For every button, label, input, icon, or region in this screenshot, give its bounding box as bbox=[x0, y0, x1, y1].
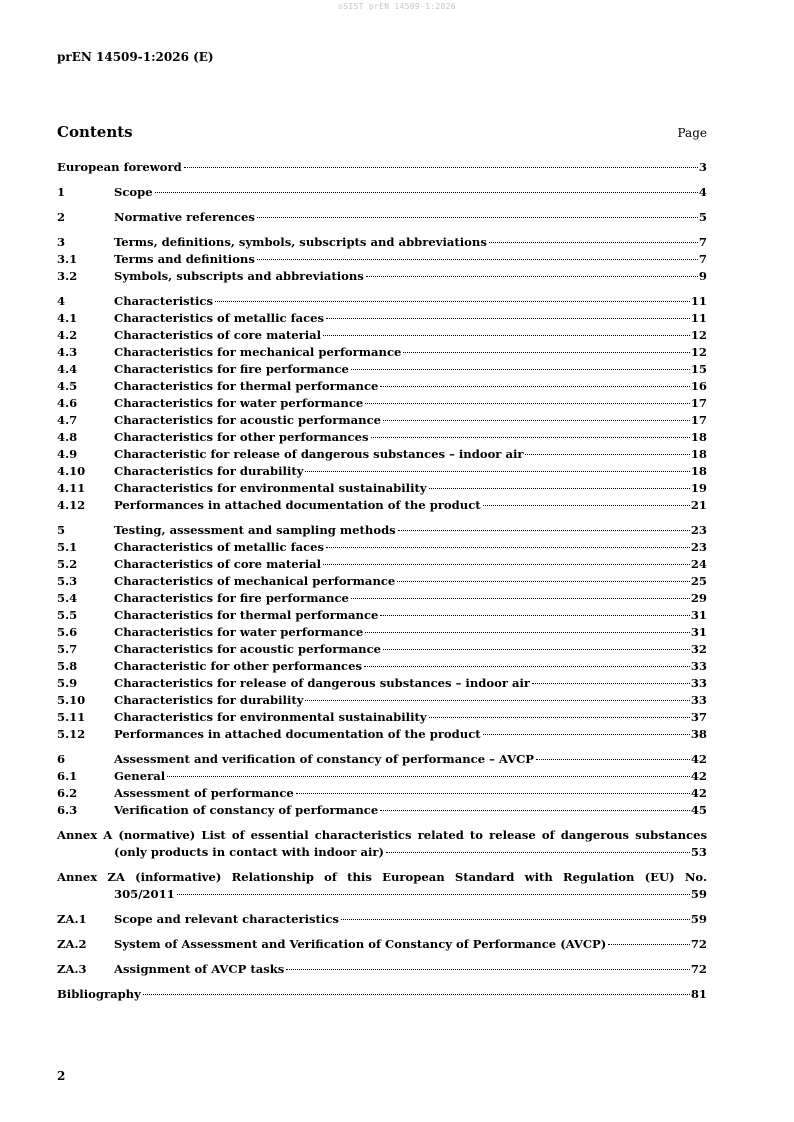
toc-entry-title: General bbox=[114, 769, 166, 783]
toc-entry-title: Characteristics for thermal performance bbox=[114, 379, 379, 393]
toc-entry-page: 25 bbox=[690, 574, 707, 588]
toc-entry-title: Scope and relevant characteristics bbox=[114, 912, 339, 926]
toc-entry[interactable] bbox=[57, 344, 707, 361]
toc-entry[interactable] bbox=[57, 310, 707, 327]
toc-entry-number: 4.1 bbox=[57, 311, 78, 325]
toc-entry[interactable] bbox=[57, 709, 707, 726]
dot-leader bbox=[305, 699, 689, 701]
dot-leader bbox=[184, 166, 698, 168]
toc-entry-line bbox=[57, 159, 707, 176]
dot-leader bbox=[429, 487, 690, 489]
dot-leader bbox=[323, 563, 690, 565]
annex-title: Annex ZA (informative) Relationship of this European Standard with Regulation (EU) No. bbox=[57, 870, 707, 884]
dot-leader bbox=[155, 191, 698, 193]
dot-leader bbox=[257, 216, 698, 218]
toc-entry[interactable] bbox=[57, 624, 707, 641]
toc-entry-title: Characteristics for water performance bbox=[114, 396, 364, 410]
toc-entry[interactable] bbox=[57, 590, 707, 607]
toc-entry-page: 23 bbox=[690, 540, 707, 554]
dot-leader bbox=[403, 351, 689, 353]
dot-leader bbox=[365, 631, 690, 633]
toc-entry-page: 15 bbox=[690, 362, 707, 376]
toc-entry-page: 12 bbox=[690, 328, 707, 342]
toc-entry-number: 6 bbox=[57, 752, 66, 766]
toc-entry-page: 31 bbox=[690, 625, 707, 639]
annex-entry[interactable] bbox=[57, 827, 707, 861]
toc-entry-title: Characteristics bbox=[114, 294, 213, 308]
toc-entry-title: Assessment and verification of constancy of performance – AVCP bbox=[114, 752, 535, 766]
toc-entry-number: 5.9 bbox=[57, 676, 78, 690]
toc-entry-number: 5.3 bbox=[57, 574, 78, 588]
table-of-contents bbox=[57, 159, 707, 1003]
toc-entry-page: 42 bbox=[690, 786, 707, 800]
toc-entry-line bbox=[114, 184, 707, 201]
toc-entry-page: 31 bbox=[690, 608, 707, 622]
toc-entry-line bbox=[114, 785, 707, 802]
dot-leader bbox=[380, 385, 689, 387]
toc-entry-number: 3.2 bbox=[57, 269, 78, 283]
annex-entry[interactable] bbox=[57, 869, 707, 903]
toc-entry-line bbox=[114, 539, 707, 556]
toc-entry-page: 16 bbox=[690, 379, 707, 393]
toc-entry-page: 24 bbox=[690, 557, 707, 571]
toc-entry[interactable] bbox=[57, 522, 707, 539]
toc-entry-page: 9 bbox=[698, 269, 707, 283]
toc-entry-page: 17 bbox=[690, 396, 707, 410]
toc-entry-line bbox=[114, 624, 707, 641]
toc-entry[interactable] bbox=[57, 658, 707, 675]
annex-page: 53 bbox=[690, 845, 707, 859]
dot-leader bbox=[380, 614, 689, 616]
toc-entry-line bbox=[114, 395, 707, 412]
toc-entry-page: 72 bbox=[690, 962, 707, 976]
toc-entry-line bbox=[114, 556, 707, 573]
toc-entry[interactable] bbox=[57, 327, 707, 344]
toc-entry-number: 6.1 bbox=[57, 769, 78, 783]
annex-title-continuation bbox=[114, 886, 707, 903]
dot-leader bbox=[286, 968, 690, 970]
toc-entry-title: Characteristics for release of dangerous substances – indoor air bbox=[114, 676, 530, 690]
dot-leader bbox=[380, 809, 690, 811]
dot-leader bbox=[341, 918, 690, 920]
annex-title-line2: (only products in contact with indoor air) bbox=[114, 845, 384, 859]
dot-leader bbox=[326, 546, 690, 548]
toc-entry-page: 81 bbox=[690, 987, 707, 1001]
toc-entry[interactable] bbox=[57, 293, 707, 310]
toc-entry[interactable] bbox=[57, 251, 707, 268]
dot-leader bbox=[489, 241, 698, 243]
contents-title: Contents bbox=[57, 123, 133, 141]
toc-entry-line bbox=[114, 446, 707, 463]
toc-entry-page: 45 bbox=[690, 803, 707, 817]
toc-entry-number: 5 bbox=[57, 523, 66, 537]
toc-entry-line bbox=[114, 607, 707, 624]
toc-entry-title: Characteristics for acoustic performance bbox=[114, 642, 382, 656]
toc-entry-page: 42 bbox=[690, 752, 707, 766]
toc-entry-page: 29 bbox=[690, 591, 707, 605]
toc-entry-line bbox=[114, 936, 707, 953]
dot-leader bbox=[536, 758, 690, 760]
toc-entry-title: Scope bbox=[114, 185, 153, 199]
toc-entry[interactable] bbox=[57, 936, 707, 953]
toc-entry-line bbox=[114, 293, 707, 310]
toc-entry-title: Characteristics of core material bbox=[114, 557, 322, 571]
toc-entry-title: Characteristics for durability bbox=[114, 693, 304, 707]
toc-entry-number: 5.1 bbox=[57, 540, 78, 554]
toc-entry-line bbox=[114, 463, 707, 480]
toc-entry-line bbox=[114, 768, 707, 785]
toc-entry-title: Characteristics for environmental sustainability bbox=[114, 481, 427, 495]
toc-entry-number: ZA.3 bbox=[57, 962, 87, 976]
toc-entry-number: 5.8 bbox=[57, 659, 78, 673]
toc-entry-number: 4.9 bbox=[57, 447, 78, 461]
dot-leader bbox=[525, 453, 689, 455]
toc-entry-title: Bibliography bbox=[57, 987, 141, 1001]
toc-entry-number: 2 bbox=[57, 210, 66, 224]
dot-leader bbox=[383, 648, 690, 650]
toc-entry[interactable] bbox=[57, 768, 707, 785]
toc-entry[interactable] bbox=[57, 184, 707, 201]
dot-leader bbox=[364, 665, 690, 667]
toc-entry[interactable] bbox=[57, 641, 707, 658]
toc-entry[interactable] bbox=[57, 480, 707, 497]
toc-entry-number: 4.11 bbox=[57, 481, 86, 495]
annex-title-continuation bbox=[114, 844, 707, 861]
dot-leader bbox=[167, 775, 690, 777]
toc-entry-line bbox=[114, 573, 707, 590]
dot-leader bbox=[351, 597, 690, 599]
toc-entry-title: European foreword bbox=[57, 160, 182, 174]
dot-leader bbox=[397, 580, 690, 582]
dot-leader bbox=[608, 943, 690, 945]
toc-entry-line bbox=[114, 961, 707, 978]
toc-entry-number: 5.2 bbox=[57, 557, 78, 571]
page-number: 2 bbox=[57, 1069, 66, 1083]
toc-entry-title: Characteristic for other performances bbox=[114, 659, 362, 673]
toc-entry[interactable] bbox=[57, 785, 707, 802]
toc-entry-title: Normative references bbox=[114, 210, 255, 224]
toc-entry[interactable] bbox=[57, 378, 707, 395]
toc-entry-number: 4.8 bbox=[57, 430, 78, 444]
toc-entry[interactable] bbox=[57, 159, 707, 176]
toc-entry-line bbox=[114, 429, 707, 446]
toc-entry-page: 18 bbox=[690, 430, 707, 444]
page-column-label: Page bbox=[677, 126, 707, 140]
toc-entry-page: 59 bbox=[690, 912, 707, 926]
annex-page: 59 bbox=[690, 887, 707, 901]
toc-entry[interactable] bbox=[57, 726, 707, 743]
toc-entry-number: 4.2 bbox=[57, 328, 78, 342]
toc-entry-number: 4.4 bbox=[57, 362, 78, 376]
toc-entry-number: 4.3 bbox=[57, 345, 78, 359]
toc-entry-page: 4 bbox=[698, 185, 707, 199]
dot-leader bbox=[215, 300, 690, 302]
toc-entry-page: 32 bbox=[690, 642, 707, 656]
dot-leader bbox=[326, 317, 690, 319]
dot-leader bbox=[296, 792, 690, 794]
annex-title-line2: 305/2011 bbox=[114, 887, 175, 901]
dot-leader bbox=[483, 504, 690, 506]
dot-leader bbox=[483, 733, 690, 735]
toc-entry[interactable] bbox=[57, 463, 707, 480]
toc-entry-line bbox=[114, 911, 707, 928]
toc-entry[interactable] bbox=[57, 986, 707, 1003]
toc-entry-page: 42 bbox=[690, 769, 707, 783]
toc-entry-page: 21 bbox=[690, 498, 707, 512]
toc-entry[interactable] bbox=[57, 751, 707, 768]
toc-entry-line bbox=[114, 522, 707, 539]
toc-entry-title: Characteristics of mechanical performance bbox=[114, 574, 396, 588]
toc-entry-title: Characteristics of core material bbox=[114, 328, 322, 342]
toc-entry[interactable] bbox=[57, 539, 707, 556]
toc-entry-page: 11 bbox=[690, 294, 707, 308]
toc-entry-page: 33 bbox=[690, 676, 707, 690]
toc-entry[interactable] bbox=[57, 675, 707, 692]
toc-entry-title: Characteristics for environmental sustainability bbox=[114, 710, 427, 724]
contents-header bbox=[57, 123, 707, 143]
toc-entry-title: Symbols, subscripts and abbreviations bbox=[114, 269, 364, 283]
toc-entry-number: 4.12 bbox=[57, 498, 86, 512]
toc-entry-number: ZA.1 bbox=[57, 912, 87, 926]
toc-entry-number: 4.5 bbox=[57, 379, 78, 393]
toc-entry-number: ZA.2 bbox=[57, 937, 87, 951]
toc-entry-number: 4.6 bbox=[57, 396, 78, 410]
toc-entry[interactable] bbox=[57, 429, 707, 446]
dot-leader bbox=[429, 716, 690, 718]
toc-entry-line bbox=[114, 234, 707, 251]
toc-entry-line bbox=[114, 641, 707, 658]
toc-entry[interactable] bbox=[57, 573, 707, 590]
toc-entry-number: 6.3 bbox=[57, 803, 78, 817]
toc-entry-page: 37 bbox=[690, 710, 707, 724]
toc-entry[interactable] bbox=[57, 497, 707, 514]
toc-entry-line bbox=[114, 675, 707, 692]
dot-leader bbox=[351, 368, 690, 370]
toc-entry-title: Performances in attached documentation of the product bbox=[114, 727, 481, 741]
toc-entry-page: 33 bbox=[690, 693, 707, 707]
toc-entry-page: 38 bbox=[690, 727, 707, 741]
toc-entry-number: 4 bbox=[57, 294, 66, 308]
toc-entry-line bbox=[57, 986, 707, 1003]
toc-entry-page: 33 bbox=[690, 659, 707, 673]
dot-leader bbox=[398, 529, 690, 531]
dot-leader bbox=[386, 851, 690, 853]
toc-entry-title: Characteristics for acoustic performance bbox=[114, 413, 382, 427]
toc-entry-line bbox=[114, 658, 707, 675]
toc-entry-title: Performances in attached documentation of the product bbox=[114, 498, 481, 512]
toc-entry-line bbox=[114, 251, 707, 268]
toc-entry-title: Assignment of AVCP tasks bbox=[114, 962, 285, 976]
toc-entry-number: 5.6 bbox=[57, 625, 78, 639]
watermark: oSIST prEN 14509-1:2026 bbox=[338, 2, 456, 11]
toc-entry-number: 5.5 bbox=[57, 608, 78, 622]
toc-entry-line bbox=[114, 361, 707, 378]
toc-entry-page: 17 bbox=[690, 413, 707, 427]
toc-entry-page: 19 bbox=[690, 481, 707, 495]
toc-entry-number: 5.4 bbox=[57, 591, 78, 605]
toc-entry-line bbox=[114, 751, 707, 768]
toc-entry-title: Characteristics for durability bbox=[114, 464, 304, 478]
toc-entry[interactable] bbox=[57, 234, 707, 251]
toc-entry-page: 72 bbox=[690, 937, 707, 951]
toc-entry[interactable] bbox=[57, 412, 707, 429]
toc-entry-title: Characteristics for fire performance bbox=[114, 362, 349, 376]
annex-title: Annex A (normative) List of essential characteristics related to release of dangerous substances bbox=[57, 828, 707, 842]
toc-entry-title: Characteristics for thermal performance bbox=[114, 608, 379, 622]
toc-entry-page: 12 bbox=[690, 345, 707, 359]
toc-entry-number: 6.2 bbox=[57, 786, 78, 800]
toc-entry-title: Characteristics for mechanical performance bbox=[114, 345, 402, 359]
toc-entry-page: 18 bbox=[690, 447, 707, 461]
dot-leader bbox=[143, 993, 690, 995]
toc-entry-title: Testing, assessment and sampling methods bbox=[114, 523, 396, 537]
dot-leader bbox=[366, 275, 698, 277]
toc-entry-title: Characteristics of metallic faces bbox=[114, 540, 325, 554]
document-id: prEN 14509-1:2026 (E) bbox=[57, 50, 214, 64]
toc-entry[interactable] bbox=[57, 911, 707, 928]
dot-leader bbox=[365, 402, 690, 404]
toc-entry-title: Characteristics of metallic faces bbox=[114, 311, 325, 325]
toc-entry-number: 5.7 bbox=[57, 642, 78, 656]
toc-entry-title: Characteristics for other performances bbox=[114, 430, 369, 444]
toc-entry-line bbox=[114, 344, 707, 361]
toc-entry-line bbox=[114, 590, 707, 607]
toc-entry[interactable] bbox=[57, 268, 707, 285]
dot-leader bbox=[257, 258, 698, 260]
toc-entry[interactable] bbox=[57, 607, 707, 624]
toc-entry-number: 5.11 bbox=[57, 710, 86, 724]
toc-entry[interactable] bbox=[57, 361, 707, 378]
toc-entry[interactable] bbox=[57, 802, 707, 819]
dot-leader bbox=[323, 334, 690, 336]
toc-entry-title: Characteristic for release of dangerous substances – indoor air bbox=[114, 447, 524, 461]
toc-entry-line bbox=[114, 327, 707, 344]
toc-entry-page: 18 bbox=[690, 464, 707, 478]
toc-entry-line bbox=[114, 802, 707, 819]
toc-entry-line bbox=[114, 209, 707, 226]
toc-entry-title: Terms, definitions, symbols, subscripts and abbreviations bbox=[114, 235, 487, 249]
toc-entry-page: 11 bbox=[690, 311, 707, 325]
toc-entry-number: 5.10 bbox=[57, 693, 86, 707]
dot-leader bbox=[305, 470, 689, 472]
toc-entry-line bbox=[114, 412, 707, 429]
toc-entry-number: 3 bbox=[57, 235, 66, 249]
toc-entry-page: 7 bbox=[698, 235, 707, 249]
toc-entry-page: 5 bbox=[698, 210, 707, 224]
toc-entry-number: 5.12 bbox=[57, 727, 86, 741]
toc-entry-line bbox=[114, 692, 707, 709]
toc-entry[interactable] bbox=[57, 961, 707, 978]
toc-entry-line bbox=[114, 726, 707, 743]
toc-entry-line bbox=[114, 497, 707, 514]
toc-entry-number: 1 bbox=[57, 185, 66, 199]
toc-entry-title: Characteristics for water performance bbox=[114, 625, 364, 639]
toc-entry[interactable] bbox=[57, 209, 707, 226]
toc-entry-line bbox=[114, 268, 707, 285]
dot-leader bbox=[371, 436, 690, 438]
toc-entry-title: System of Assessment and Verification of Constancy of Performance (AVCP) bbox=[114, 937, 607, 951]
toc-entry-line bbox=[114, 378, 707, 395]
toc-entry-page: 3 bbox=[698, 160, 707, 174]
toc-entry-line bbox=[114, 310, 707, 327]
toc-entry-page: 23 bbox=[690, 523, 707, 537]
toc-entry[interactable] bbox=[57, 395, 707, 412]
toc-entry[interactable] bbox=[57, 556, 707, 573]
dot-leader bbox=[383, 419, 690, 421]
toc-entry-number: 4.7 bbox=[57, 413, 78, 427]
toc-entry-line bbox=[114, 709, 707, 726]
toc-entry-title: Verification of constancy of performance bbox=[114, 803, 379, 817]
toc-entry-number: 4.10 bbox=[57, 464, 86, 478]
dot-leader bbox=[177, 893, 690, 895]
toc-entry-title: Terms and definitions bbox=[114, 252, 255, 266]
toc-entry[interactable] bbox=[57, 446, 707, 463]
toc-entry-page: 7 bbox=[698, 252, 707, 266]
toc-entry-title: Assessment of performance bbox=[114, 786, 294, 800]
toc-entry[interactable] bbox=[57, 692, 707, 709]
dot-leader bbox=[532, 682, 690, 684]
toc-entry-line bbox=[114, 480, 707, 497]
toc-entry-number: 3.1 bbox=[57, 252, 78, 266]
toc-entry-title: Characteristics for fire performance bbox=[114, 591, 349, 605]
